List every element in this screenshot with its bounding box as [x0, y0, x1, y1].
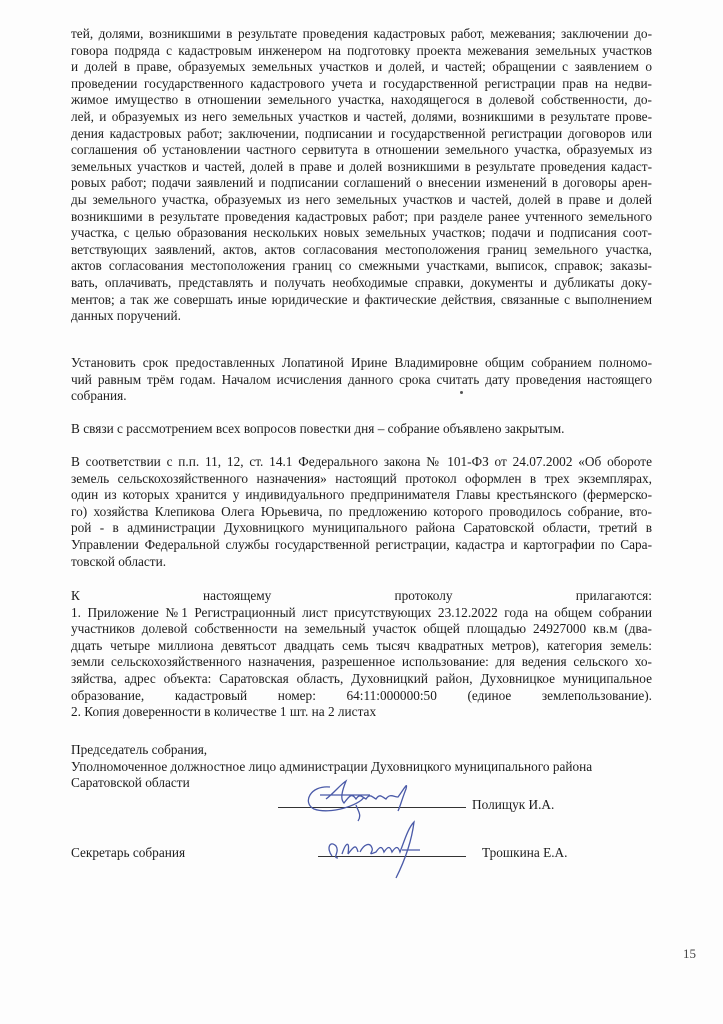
- text-line: говора подряда с кадастровым инженером на подготовку проекта межевания земельных участков: [71, 42, 652, 58]
- text-line: жимое имущество в отношении земельного участка, находящегося в долевой собственности, до-: [71, 92, 652, 108]
- chair-title-line: Саратовской области: [71, 775, 190, 791]
- attachments-heading-word: прилагаются:: [575, 588, 652, 603]
- cadastre-number-line: [71, 688, 652, 705]
- text-line: и долей в праве, образуемых земельных участков и долей, и частей; обращении с заявлением о: [71, 59, 652, 75]
- text-line: один из которых хранится у индивидуального предпринимателя Главы крестьянского (фермерско-: [71, 487, 652, 503]
- text-line: вать, оплачивать, представлять и получать необходимые справки, документы и дубликаты доку-: [71, 274, 652, 290]
- cadastre-word: кадастровый: [174, 687, 248, 703]
- cadastre-number: 64:11:000000:50: [346, 687, 437, 703]
- chair-title-line: Председатель собрания,: [71, 742, 208, 757]
- attachment-item-1: [71, 605, 652, 688]
- text-line: актов согласования местоположения границ со смежными участками, выписок, справок; заказы-: [71, 258, 652, 274]
- text-line: участка, с целью образования нескольких новых земельных участков; подачи и подписания соот-: [71, 225, 652, 241]
- text-line: Управлении Федеральной службы государственной регистрации, кадастра и картографии по Сара-: [71, 536, 652, 552]
- cadastre-word: (единое: [467, 687, 512, 703]
- text-line: земельных участков и частей, долей в праве и долей возникшими в результате проведения кадаст-: [71, 158, 652, 174]
- text-line: рой - в администрации Духовницкого муниципального района Саратовской области, третий в: [71, 520, 652, 536]
- text-line: Установить срок предоставленных Лопатиной Ирине Владимировне общим собранием полномо-: [71, 355, 652, 370]
- secretary-title: Секретарь собрания: [71, 845, 186, 860]
- chair-title-line: Уполномоченное должностное лицо администрации Духовницкого муниципального района: [71, 758, 593, 774]
- text-line: чий равным трём годам. Началом исчисления данного срока считать дату проведения настоящего: [71, 371, 652, 387]
- paragraph-term-of-powers: [71, 355, 652, 405]
- attachment-item-2: 2. Копия доверенности в количестве 1 шт. на 2 листах: [71, 704, 377, 720]
- attachments-heading-word: протоколу: [394, 588, 453, 603]
- secretary-signature: [320, 818, 440, 888]
- text-line: лей, и образуемых из него земельных участков и частей, долями, возникшими в результате прове-: [71, 108, 652, 124]
- text-line: проведении государственного кадастрового учета и государственной регистрации прав на недви-: [71, 75, 652, 91]
- page-number: 15: [683, 946, 696, 961]
- attachments-section: [71, 588, 652, 721]
- chair-name: Полищук И.А.: [472, 797, 555, 812]
- text-line: земель сельскохозяйственного назначения» настоящий протокол оформлен в трех экземплярах,: [71, 470, 652, 486]
- cadastre-word: землепользование).: [541, 687, 652, 703]
- text-line: зяйства, адрес объекта: Саратовская область, Духовницкий район, Духовницкое муниципальное: [71, 670, 652, 686]
- text-line: го) хозяйства Клепикова Олега Юрьевича, по предложению которого проводилось собрание, вто-: [71, 503, 652, 519]
- text-line: товской области.: [71, 553, 167, 569]
- attachments-heading-word: К: [71, 588, 80, 603]
- text-line: 1. Приложение №1 Регистрационный лист присутствующих 23.12.2022 года на общем собрании: [71, 604, 652, 620]
- text-line: ровых работ; подачи заявлений и подписании соглашений о внесении изменений в договоры арен-: [71, 175, 652, 191]
- paragraph-protocol-copies: [71, 454, 652, 570]
- text-line: земли сельскохозяйственного назначения, разрешенное использование: для ведения сельского хо-: [71, 654, 652, 670]
- text-line: участников долевой собственности на земельный участок общей площадью 24927000 кв.м (два-: [71, 621, 652, 637]
- text-line: тей, долями, возникшими в результате проведения кадастровых работ, межевания; заключении до-: [71, 26, 652, 41]
- text-line: данных поручений.: [71, 308, 181, 324]
- text-line: дения кадастровых работ; заключении, подписании и государственной регистрации договоров или: [71, 125, 652, 141]
- text-line: ды земельного участка, образуемых из него земельных участков и частей, долей в праве и долей: [71, 191, 652, 207]
- text-line: ментов; а так же совершать иные юридические и фактические действия, связанные с выполнением: [71, 291, 652, 307]
- text-line: ветствующих заявлений, актов, актов согласования местоположения границ земельного участка,: [71, 241, 652, 257]
- cadastre-word: номер:: [277, 687, 316, 703]
- text-line: В соответствии с п.п. 11, 12, ст. 14.1 Федерального закона № 101-ФЗ от 24.07.2002 «Об обороте: [71, 454, 652, 469]
- text-line: соглашения об установлении частного сервитута в отношении земельного участка, образуемых из: [71, 142, 652, 158]
- attachments-heading: [71, 588, 652, 605]
- secretary-name: Трошкина Е.А.: [482, 845, 568, 860]
- cadastre-word: образование,: [71, 687, 145, 703]
- attachments-heading-word: настоящему: [203, 588, 272, 603]
- scan-speck: [460, 391, 463, 394]
- text-line: собрания.: [71, 388, 127, 404]
- paragraph-meeting-closed: В связи с рассмотрением всех вопросов повестки дня – собрание объявлено закрытым.: [71, 421, 565, 436]
- paragraph-powers-continued: [71, 26, 652, 325]
- text-line: дцать четыре миллиона девятьсот двадцать семь тысяч квадратных метров), категория земель:: [71, 637, 652, 653]
- text-line: возникшими в результате проведения кадастровых работ; при разделе ранее учтенного земельного: [71, 208, 652, 224]
